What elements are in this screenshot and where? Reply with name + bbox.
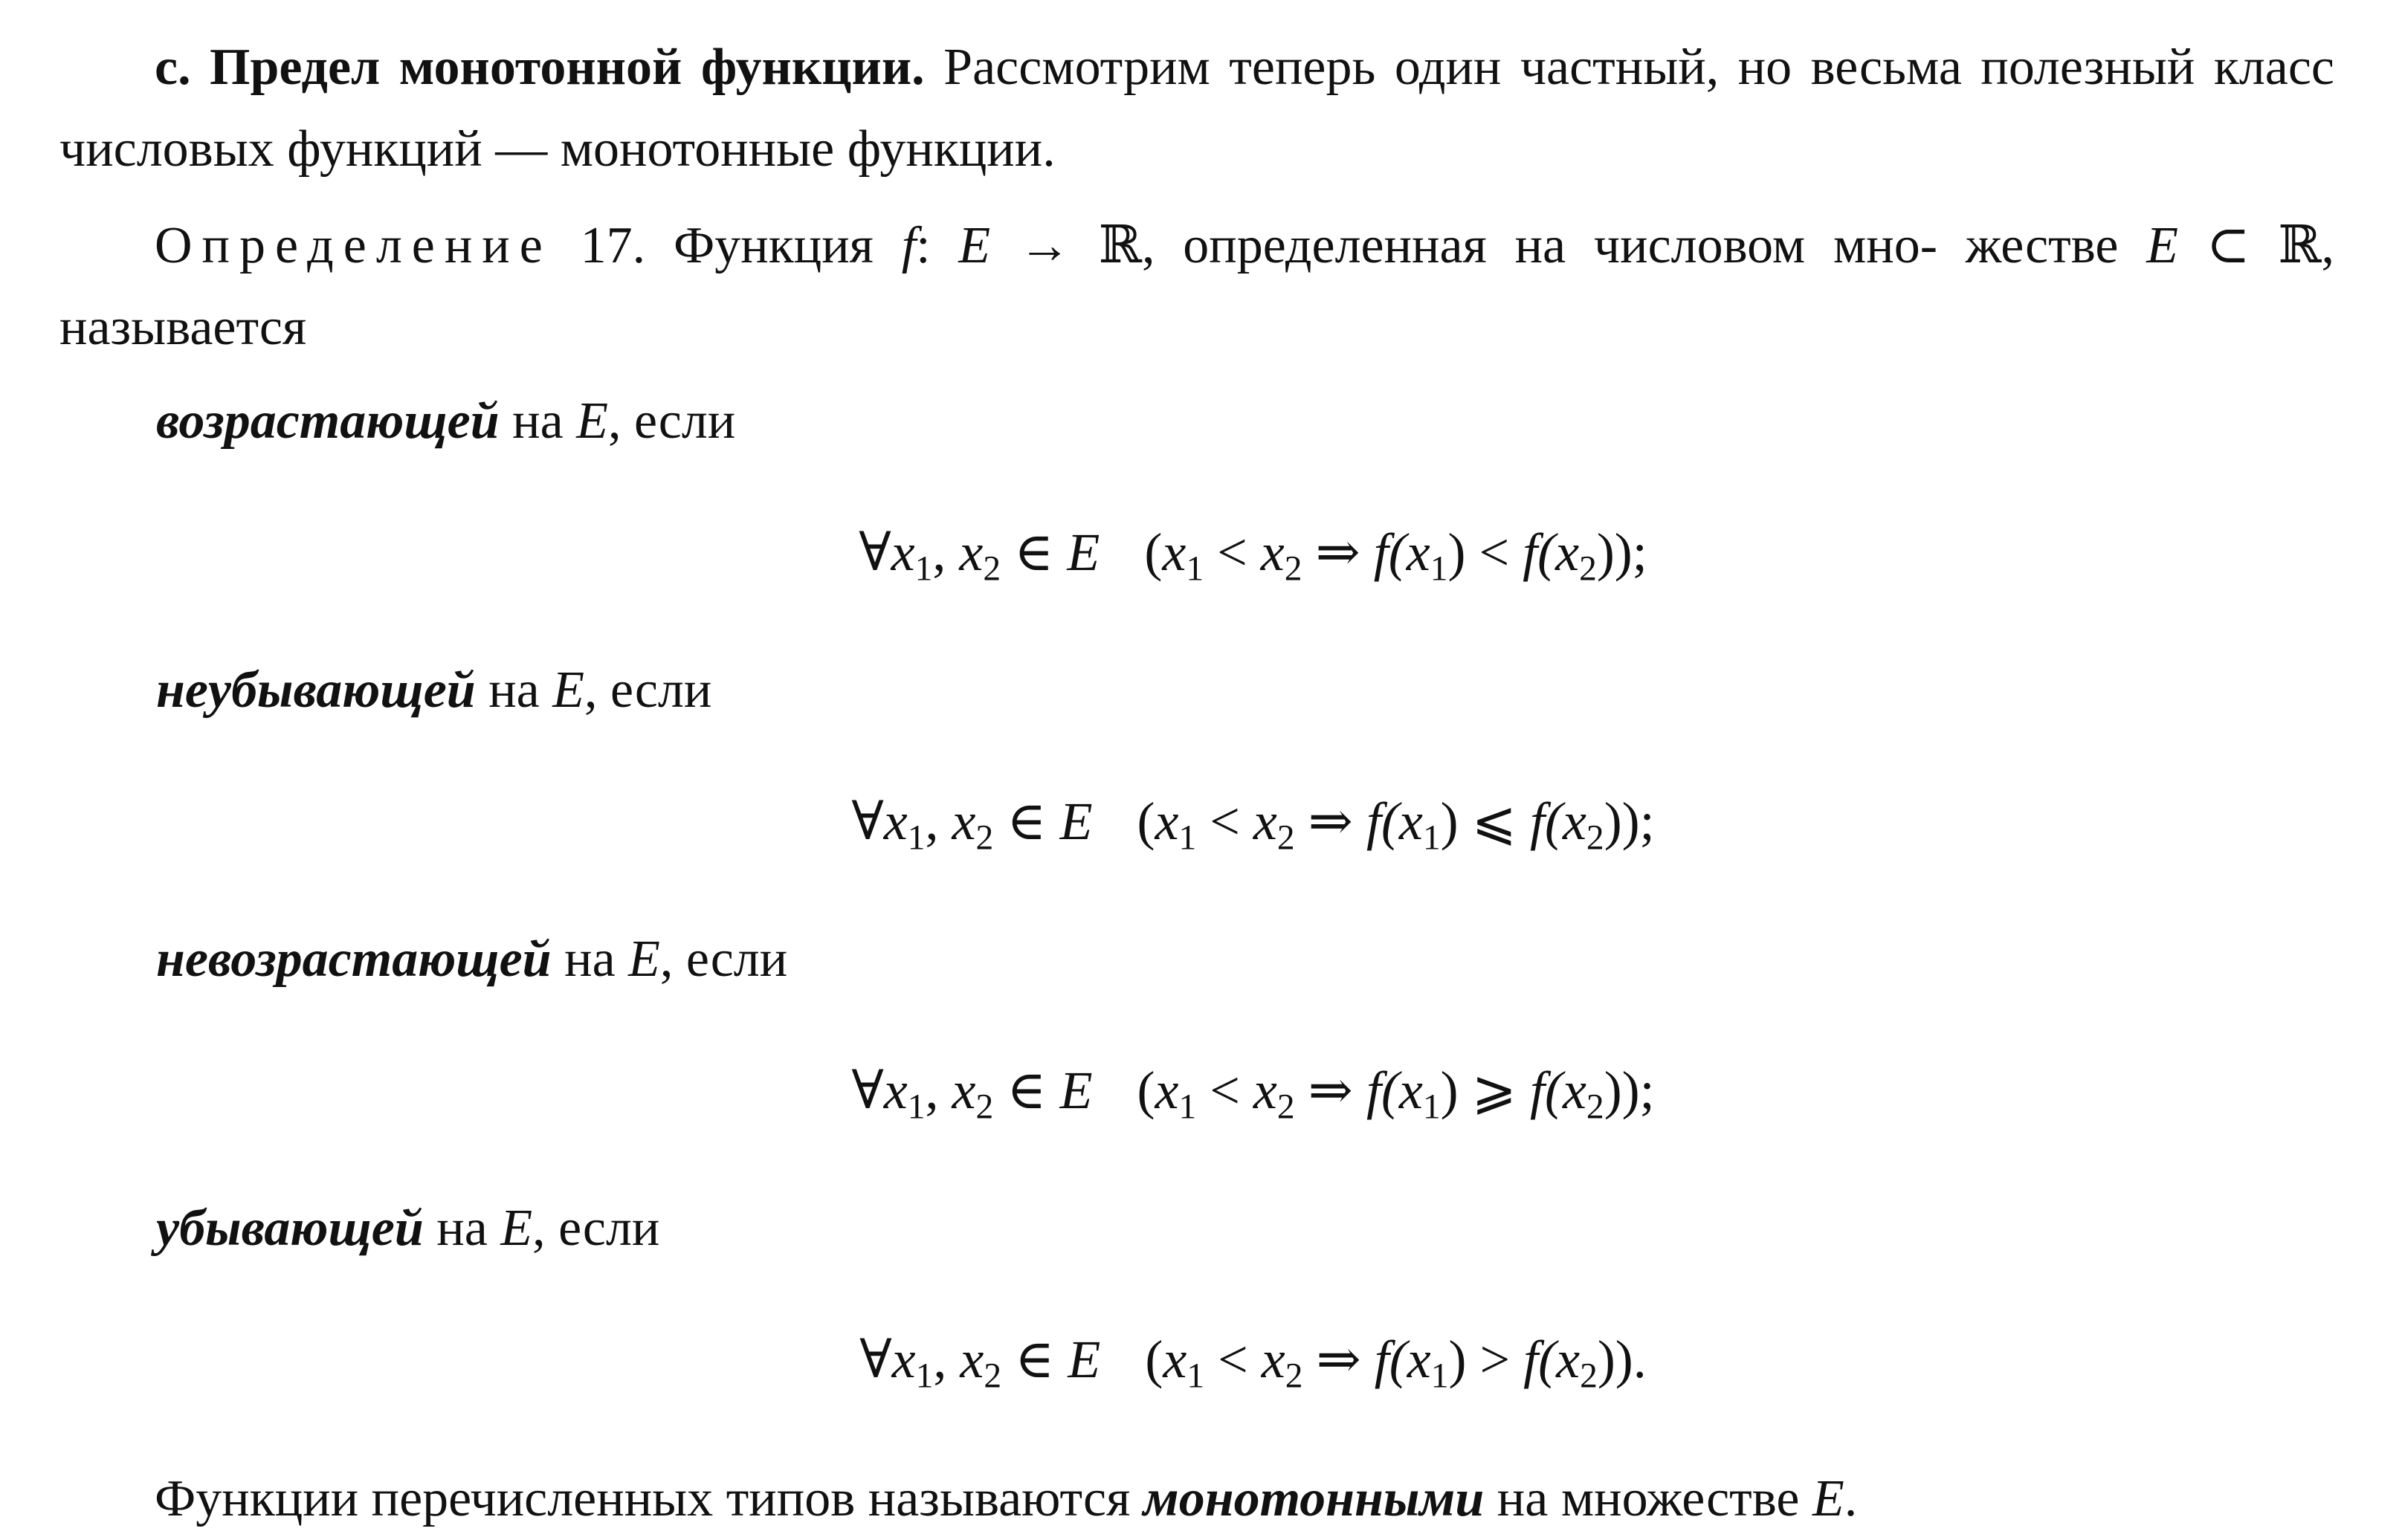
subscript: 2 bbox=[1586, 818, 1604, 858]
definition-paragraph bbox=[59, 205, 2334, 369]
set-E: E bbox=[1067, 522, 1100, 582]
func-f: f( bbox=[1529, 1061, 1563, 1120]
conclusion-text-b: на множестве bbox=[1497, 1470, 1800, 1527]
var-x: x bbox=[1398, 1061, 1423, 1120]
formula-nondecreasing bbox=[0, 780, 2402, 862]
element-of-symbol: ∈ bbox=[1014, 522, 1054, 582]
var-x: x bbox=[1155, 792, 1179, 851]
func-f: f( bbox=[1373, 522, 1407, 582]
open-paren: ( bbox=[1137, 792, 1155, 851]
close-paren: ) bbox=[1440, 1061, 1459, 1120]
var-x: x bbox=[1261, 1330, 1285, 1389]
less-than: < bbox=[1210, 792, 1240, 851]
subscript: 1 bbox=[907, 1087, 926, 1127]
math-arrow: → bbox=[1018, 217, 1071, 274]
comma: , bbox=[932, 522, 946, 582]
formula-increasing bbox=[0, 511, 2402, 593]
case-on: на bbox=[488, 661, 540, 719]
conclusion-set: E bbox=[1812, 1470, 1844, 1527]
var-x: x bbox=[1155, 1061, 1179, 1120]
less-than: < bbox=[1210, 1061, 1240, 1120]
math-E-2: E bbox=[2146, 217, 2179, 274]
subscript: 1 bbox=[1187, 1356, 1205, 1396]
implies-symbol: ⇒ bbox=[1316, 1330, 1361, 1389]
conclusion-paragraph bbox=[59, 1458, 2334, 1540]
subscript: 1 bbox=[1430, 1356, 1449, 1396]
term-nondecreasing: неубывающей bbox=[156, 661, 476, 719]
subscript: 2 bbox=[975, 818, 994, 858]
var-x: x bbox=[883, 1061, 908, 1120]
element-of-symbol: ∈ bbox=[1015, 1330, 1055, 1389]
close-paren: ) bbox=[1440, 792, 1459, 851]
subscript: 2 bbox=[1276, 1087, 1295, 1127]
math-subset: ⊂ bbox=[2206, 217, 2250, 274]
section-title: Предел монотонной функции. bbox=[210, 39, 925, 96]
forall-symbol: ∀ bbox=[859, 1330, 892, 1389]
formula-decreasing bbox=[0, 1319, 2402, 1400]
formula-end: ; bbox=[1639, 792, 1655, 851]
subscript: 2 bbox=[1285, 1356, 1303, 1396]
section-intro-line1: Рассмотрим теперь один частный, bbox=[943, 39, 1720, 96]
forall-symbol: ∀ bbox=[851, 1061, 884, 1120]
case-if: , если bbox=[607, 392, 736, 450]
formula-nonincreasing bbox=[0, 1049, 2402, 1131]
conclusion-end: . bbox=[1844, 1470, 1858, 1527]
var-x: x bbox=[959, 522, 984, 582]
func-f: f( bbox=[1366, 1061, 1399, 1120]
var-x: x bbox=[1398, 792, 1423, 851]
var-x: x bbox=[960, 1330, 984, 1389]
formula-end: ; bbox=[1632, 522, 1647, 582]
var-x: x bbox=[952, 792, 976, 851]
var-x: x bbox=[1162, 522, 1187, 582]
forall-symbol: ∀ bbox=[851, 792, 884, 851]
definition-label: Определение bbox=[155, 217, 552, 274]
subscript: 2 bbox=[1579, 549, 1597, 589]
subscript: 1 bbox=[1422, 1087, 1441, 1127]
func-f: f( bbox=[1523, 1330, 1557, 1389]
var-x: x bbox=[1556, 1330, 1581, 1389]
func-f: f( bbox=[1374, 1330, 1407, 1389]
math-f: f bbox=[901, 217, 917, 274]
definition-number: 17. bbox=[580, 217, 646, 274]
subscript: 1 bbox=[914, 549, 933, 589]
subscript: 1 bbox=[1430, 549, 1448, 589]
case-on: на bbox=[564, 931, 616, 988]
subscript: 2 bbox=[975, 1087, 994, 1127]
var-x: x bbox=[891, 1330, 916, 1389]
formula-end: ; bbox=[1639, 1061, 1655, 1120]
subscript: 2 bbox=[983, 549, 1001, 589]
definition-text-c: жестве bbox=[1965, 217, 2119, 274]
less-than: < bbox=[1217, 522, 1247, 582]
relation-symbol: ⩾ bbox=[1471, 1061, 1517, 1120]
section-intro-line2: но весьма полезный класс числовых функций — монотонные функции. bbox=[59, 39, 2334, 178]
implies-symbol: ⇒ bbox=[1308, 1061, 1353, 1120]
definition-text-d: , называется bbox=[59, 217, 2334, 356]
math-E: E bbox=[958, 217, 991, 274]
section-intro-paragraph bbox=[59, 27, 2334, 190]
term-nonincreasing: невозрастающей bbox=[156, 931, 552, 988]
var-x: x bbox=[1406, 522, 1430, 582]
var-x: x bbox=[891, 522, 915, 582]
comma: , bbox=[925, 1061, 939, 1120]
comma: , bbox=[933, 1330, 947, 1389]
subscript: 1 bbox=[1422, 818, 1441, 858]
formula-end: . bbox=[1633, 1330, 1647, 1389]
case-on: на bbox=[436, 1200, 488, 1257]
set-E: E bbox=[1059, 1061, 1093, 1120]
implies-symbol: ⇒ bbox=[1308, 792, 1353, 851]
set-E: E bbox=[1068, 1330, 1101, 1389]
subscript: 1 bbox=[915, 1356, 934, 1396]
subscript: 2 bbox=[1586, 1087, 1604, 1127]
case-increasing-line bbox=[156, 381, 735, 462]
element-of-symbol: ∈ bbox=[1007, 1061, 1047, 1120]
case-if: , если bbox=[584, 661, 712, 719]
var-x: x bbox=[1253, 1061, 1277, 1120]
math-reals-2: ℝ bbox=[2278, 217, 2322, 274]
subscript: 2 bbox=[1580, 1356, 1598, 1396]
math-colon: : bbox=[916, 217, 931, 274]
var-x: x bbox=[952, 1061, 976, 1120]
subscript: 2 bbox=[984, 1356, 1002, 1396]
less-than: < bbox=[1218, 1330, 1248, 1389]
subscript: 2 bbox=[1284, 549, 1302, 589]
close-paren: )) bbox=[1604, 792, 1640, 851]
var-x: x bbox=[1562, 1061, 1586, 1120]
close-paren: )) bbox=[1596, 522, 1633, 582]
func-f: f( bbox=[1366, 792, 1399, 851]
close-paren: ) bbox=[1448, 1330, 1467, 1389]
case-set: E bbox=[576, 392, 608, 450]
case-set: E bbox=[628, 931, 660, 988]
case-nondecreasing-line bbox=[156, 650, 711, 731]
relation-symbol: > bbox=[1479, 1330, 1511, 1389]
definition-text-b: , определенная на числовом мно- bbox=[1141, 217, 1938, 274]
close-paren: )) bbox=[1604, 1061, 1640, 1120]
forall-symbol: ∀ bbox=[859, 522, 891, 582]
section-label: c. bbox=[155, 39, 191, 96]
term-decreasing: убывающей bbox=[156, 1200, 424, 1257]
case-set: E bbox=[500, 1200, 533, 1257]
comma: , bbox=[925, 792, 939, 851]
relation-symbol: ⩽ bbox=[1471, 792, 1517, 851]
element-of-symbol: ∈ bbox=[1007, 792, 1047, 851]
close-paren: )) bbox=[1597, 1330, 1633, 1389]
definition-text-a: Функция bbox=[673, 217, 874, 274]
close-paren: ) bbox=[1447, 522, 1466, 582]
term-monotone: монотонными bbox=[1143, 1470, 1485, 1527]
func-f: f( bbox=[1523, 522, 1556, 582]
case-on: на bbox=[512, 392, 564, 450]
func-f: f( bbox=[1529, 792, 1563, 851]
relation-symbol: < bbox=[1479, 522, 1510, 582]
implies-symbol: ⇒ bbox=[1315, 522, 1360, 582]
case-nonincreasing-line bbox=[156, 919, 787, 1000]
subscript: 2 bbox=[1276, 818, 1295, 858]
subscript: 1 bbox=[907, 818, 926, 858]
math-reals: ℝ bbox=[1098, 217, 1142, 274]
var-x: x bbox=[1555, 522, 1580, 582]
open-paren: ( bbox=[1145, 1330, 1163, 1389]
conclusion-text-a: Функции перечисленных типов называются bbox=[155, 1470, 1131, 1527]
open-paren: ( bbox=[1144, 522, 1163, 582]
term-increasing: возрастающей bbox=[156, 392, 500, 450]
case-set: E bbox=[552, 661, 585, 719]
var-x: x bbox=[1260, 522, 1285, 582]
var-x: x bbox=[1253, 792, 1277, 851]
var-x: x bbox=[1163, 1330, 1187, 1389]
case-decreasing-line bbox=[156, 1188, 659, 1269]
subscript: 1 bbox=[1178, 1087, 1197, 1127]
subscript: 1 bbox=[1178, 818, 1197, 858]
set-E: E bbox=[1059, 792, 1093, 851]
case-if: , если bbox=[659, 931, 788, 988]
subscript: 1 bbox=[1186, 549, 1204, 589]
var-x: x bbox=[1562, 792, 1586, 851]
case-if: , если bbox=[532, 1200, 660, 1257]
var-x: x bbox=[1407, 1330, 1431, 1389]
var-x: x bbox=[883, 792, 908, 851]
open-paren: ( bbox=[1137, 1061, 1155, 1120]
